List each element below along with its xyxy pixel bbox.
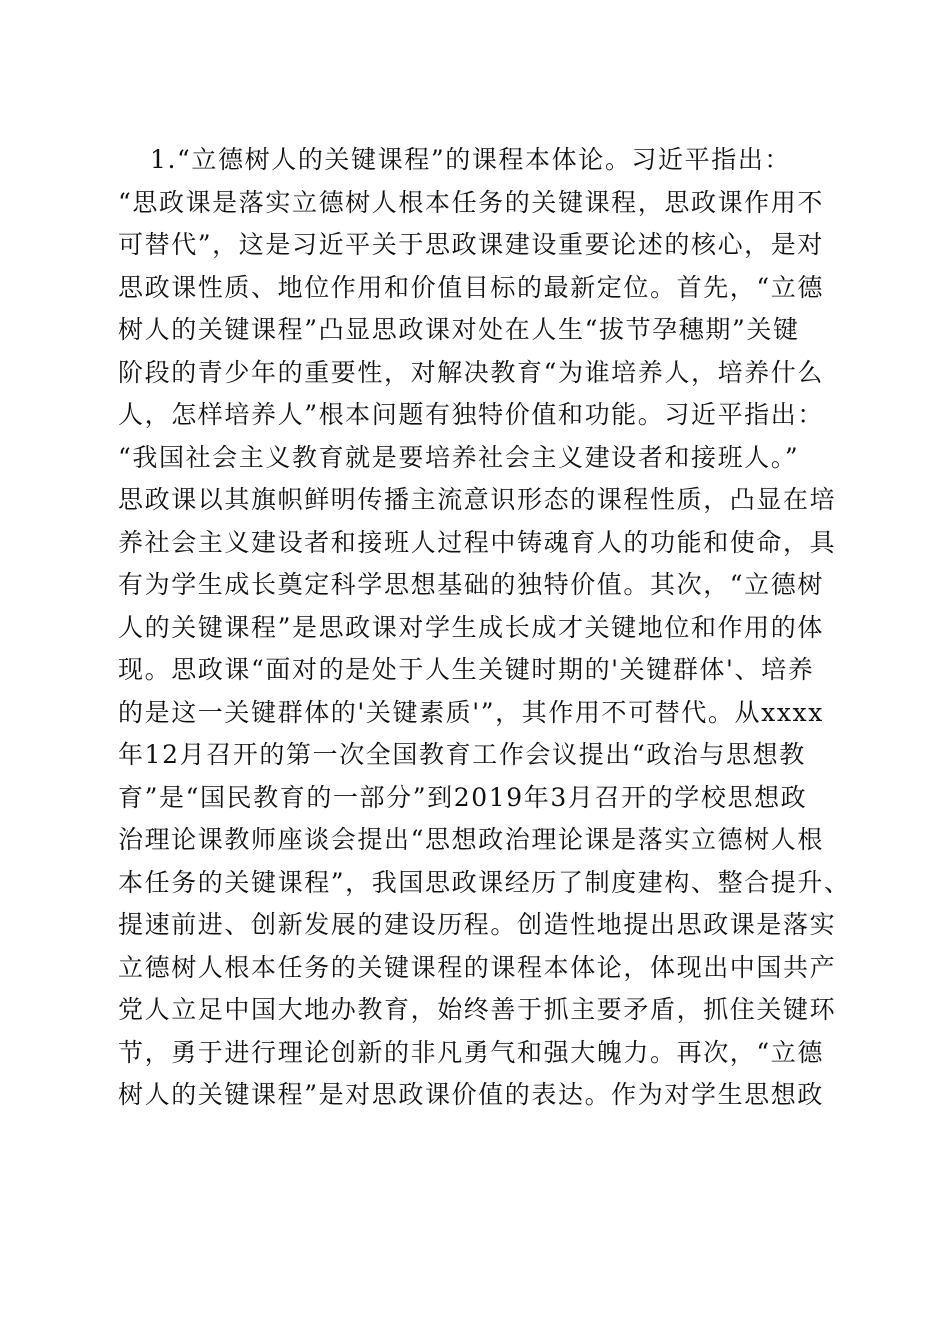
text-line-8: “我国社会主义教育就是要培养社会主义建设者和接班人。” (118, 442, 800, 472)
text-line-5: 树人的关键课程”凸显思政课对处在人生“拔节孕穗期”关键 (118, 315, 800, 344)
text-line-21: 党人立足中国大地办教育，始终善于抓主要矛盾，抓住关键环 (118, 995, 837, 1024)
text-line-22: 节，勇于进行理论创新的非凡勇气和强大魄力。再次，“立德 (118, 1037, 824, 1067)
text-line-4: 思政课性质、地位作用和价值目标的最新定位。首先，“立德 (118, 272, 824, 302)
text-line-3: 可替代”，这是习近平关于思政课建设重要论述的核心，是对 (118, 230, 824, 259)
text-line-17: 治理论课教师座谈会提出“思想政治理论课是落实立德树人根 (118, 825, 824, 854)
text-line-6: 阶段的青少年的重要性，对解决教育“为谁培养人，培养什么 (118, 357, 824, 387)
text-line-12: 人的关键课程”是思政课对学生成长成才关键地位和作用的体 (118, 612, 824, 642)
text-line-20: 立德树人根本任务的关键课程的课程本体论，体现出中国共产 (118, 952, 837, 982)
text-line-23: 树人的关键课程”是对思政课价值的表达。作为对学生思想政 (118, 1080, 824, 1109)
paragraph (118, 139, 851, 1117)
text-line-2: “思政课是落实立德树人根本任务的关键课程，思政课作用不 (118, 187, 824, 217)
text-line-19: 提速前进、创新发展的建设历程。创造性地提出思政课是落实 (118, 910, 837, 939)
text-line-7: 人，怎样培养人”根本问题有独特价值和功能。习近平指出： (118, 400, 824, 429)
text-line-10: 养社会主义建设者和接班人过程中铸魂育人的功能和使命，具 (118, 527, 837, 557)
text-line-11: 有为学生成长奠定科学思想基础的独特价值。其次，“立德树 (118, 570, 824, 599)
text-line-18: 本任务的关键课程”，我国思政课经历了制度建构、整合提升、 (118, 867, 851, 897)
text-line-14: 的是这一关键群体的'关键素质'”，其作用不可替代。从xxxx (118, 697, 824, 727)
text-line-9: 思政课以其旗帜鲜明传播主流意识形态的课程性质，凸显在培 (118, 485, 837, 514)
text-line-1: 1.“立德树人的关键课程”的课程本体论。习近平指出： (150, 145, 792, 174)
text-line-15: 年12月召开的第一次全国教育工作会议提出“政治与思想教 (118, 740, 806, 769)
text-line-16: 育”是“国民教育的一部分”到2019年3月召开的学校思想政 (118, 782, 808, 812)
text-line-13: 现。思政课“面对的是处于人生关键时期的'关键群体'、培养 (118, 655, 815, 684)
